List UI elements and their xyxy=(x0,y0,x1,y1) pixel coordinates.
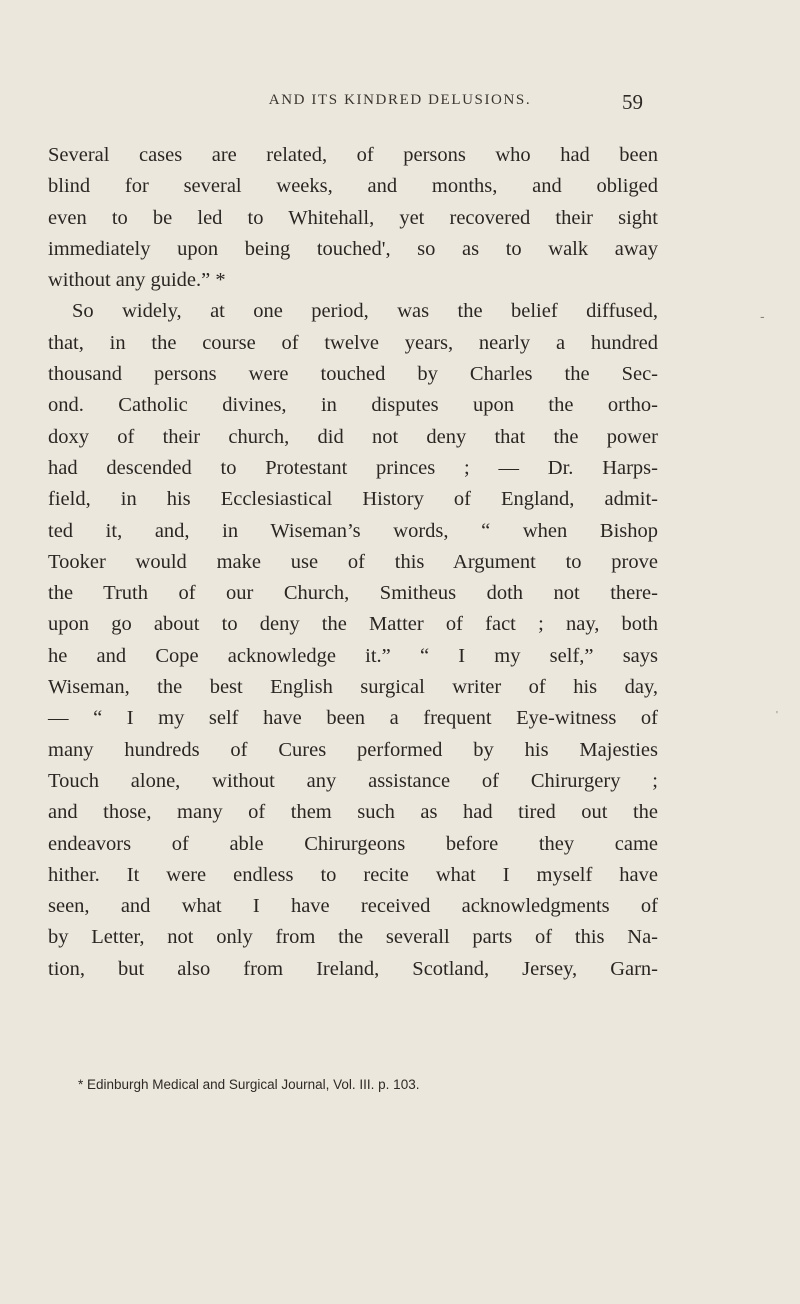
text-line: hither. It were endless to recite what I myself have xyxy=(48,863,658,886)
text-line: — “ I my self have been a frequent Eye-witness of xyxy=(48,707,658,730)
body-text xyxy=(48,140,658,985)
text-line: by Letter, not only from the severall parts of this Na- xyxy=(48,926,658,949)
running-head xyxy=(0,90,800,114)
text-line: blind for several weeks, and months, and obliged xyxy=(48,175,658,198)
text-line: ted it, and, in Wiseman’s words, “ when Bishop xyxy=(48,519,658,542)
text-line: endeavors of able Chirurgeons before they came xyxy=(48,832,658,855)
text-line: the Truth of our Church, Smitheus doth not there- xyxy=(48,582,658,605)
text-line: doxy of their church, did not deny that the power xyxy=(48,425,658,448)
text-line: immediately upon being touched', so as to walk away xyxy=(48,237,658,260)
text-line: thousand persons were touched by Charles the Sec- xyxy=(48,363,658,386)
text-line: that, in the course of twelve years, nearly a hundred xyxy=(48,331,658,354)
text-line: Tooker would make use of this Argument to prove xyxy=(48,550,658,573)
text-line: Several cases are related, of persons who had been xyxy=(48,144,658,166)
text-line: had descended to Protestant princes ; — Dr. Harps- xyxy=(48,456,658,479)
text-line: upon go about to deny the Matter of fact ; nay, both xyxy=(48,613,658,636)
text-line: Touch alone, without any assistance of Chirurgery ; xyxy=(48,769,658,792)
text-line: Wiseman, the best English surgical writer of his day, xyxy=(48,676,658,699)
running-title: AND ITS KINDRED DELUSIONS. xyxy=(268,92,532,108)
margin-dot-mark: ' xyxy=(776,710,778,721)
text-line: So widely, at one period, was the belief diffused, xyxy=(72,300,658,323)
footnote: * Edinburgh Medical and Surgical Journal, Vol. III. p. 103. xyxy=(78,1077,420,1092)
text-line: he and Cope acknowledge it.” “ I my self,” says xyxy=(48,644,658,667)
text-line: many hundreds of Cures performed by his Majesties xyxy=(48,738,658,761)
text-line: and those, many of them such as had tired out the xyxy=(48,801,658,824)
text-line: seen, and what I have received acknowledgments of xyxy=(48,895,658,918)
page-number: 59 xyxy=(622,90,643,114)
text-line: ond. Catholic divines, in disputes upon the ortho- xyxy=(48,394,658,417)
margin-dash-mark: - xyxy=(760,308,765,324)
text-line: field, in his Ecclesiastical History of England, admit- xyxy=(48,488,658,511)
text-line: even to be led to Whitehall, yet recovered their sight xyxy=(48,206,658,229)
text-line: tion, but also from Ireland, Scotland, Jersey, Garn- xyxy=(48,957,658,980)
text-line: without any guide.” * xyxy=(48,269,226,292)
